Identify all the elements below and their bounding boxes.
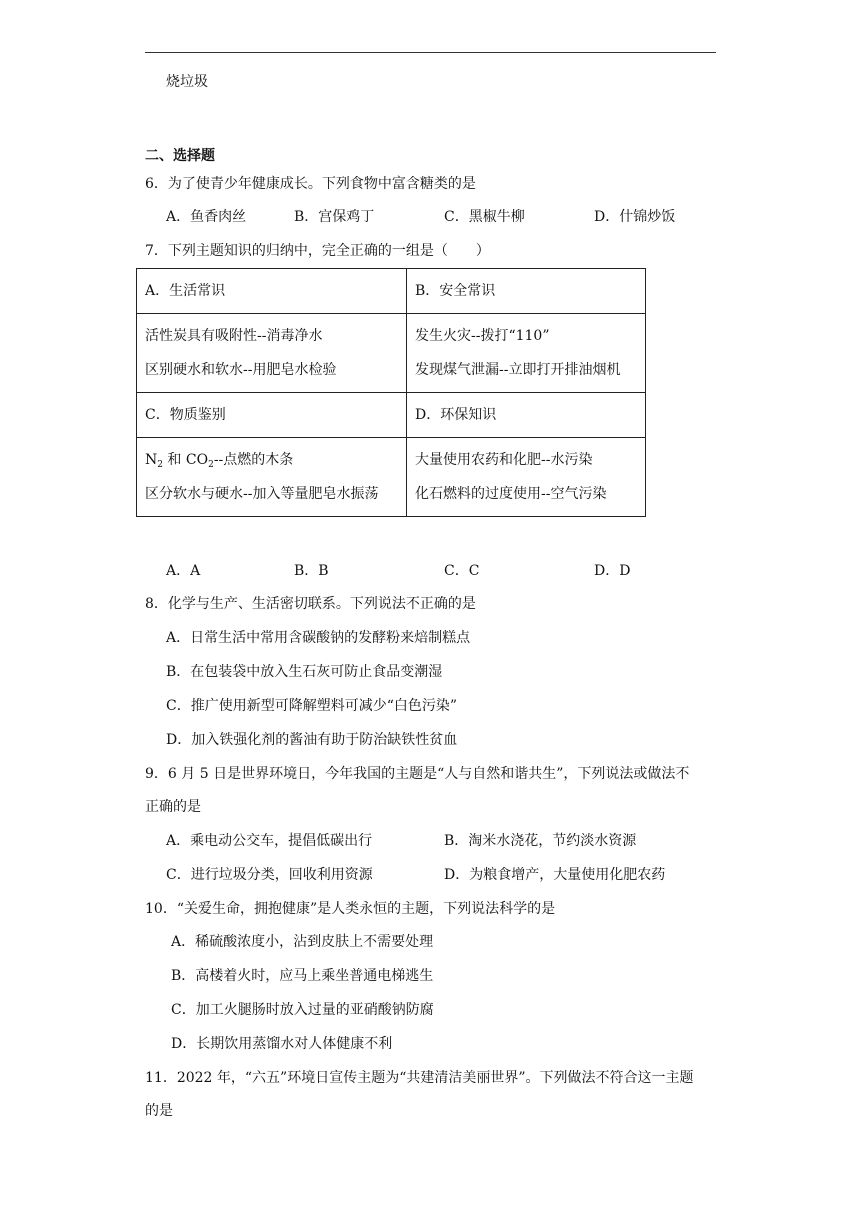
cell-a-heading: A．生活常识 xyxy=(137,269,407,314)
cell-line: 大量使用农药和化肥--水污染 xyxy=(415,452,593,468)
previous-page-tail-text: 烧垃圾 xyxy=(166,74,208,90)
question-7-stem: 7．下列主题知识的归纳中，完全正确的一组是（ ） xyxy=(145,243,490,259)
cell-line-formula xyxy=(145,443,398,477)
question-11-stem-line-1: 11．2022 年，“六五”环境日宣传主题为“共建清洁美丽世界”。下列做法不符合这一主题 xyxy=(145,1070,694,1086)
q9-option-d: D．为粮食增产，大量使用化肥农药 xyxy=(444,867,666,883)
q8-option-b: B．在包装袋中放入生石灰可防止食品变潮湿 xyxy=(166,664,443,680)
question-9-stem-line-1: 9．6 月 5 日是世界环境日，今年我国的主题是“人与自然和谐共生”，下列说法或做法不 xyxy=(145,766,690,782)
table-row xyxy=(137,314,646,393)
q10-option-a: A．稀硫酸浓度小，沾到皮肤上不需要处理 xyxy=(171,934,434,950)
q10-option-b: B．高楼着火时，应马上乘坐普通电梯逃生 xyxy=(171,968,434,984)
q8-option-d: D．加入铁强化剂的酱油有助于防治缺铁性贫血 xyxy=(166,732,458,748)
q6-option-b: B．宫保鸡丁 xyxy=(294,209,375,225)
formula-co-subscript: 2 xyxy=(208,460,214,470)
q8-option-c: C．推广使用新型可降解塑料可减少“白色污染” xyxy=(166,698,458,714)
formula-n-subscript: 2 xyxy=(157,460,163,470)
cell-line: 区分软水与硬水--加入等量肥皂水振荡 xyxy=(145,486,379,502)
question-6-stem: 6．为了使青少年健康成长。下列食物中富含糖类的是 xyxy=(145,176,476,192)
q9-option-c: C．进行垃圾分类，回收利用资源 xyxy=(166,867,373,883)
q6-option-d: D．什锦炒饭 xyxy=(594,209,676,225)
formula-rest: --点燃的木条 xyxy=(213,452,294,468)
question-8-stem: 8．化学与生产、生活密切联系。下列说法不正确的是 xyxy=(145,596,476,612)
header-rule xyxy=(145,52,716,53)
cell-d-content xyxy=(407,438,646,517)
q9-option-b: B．淘米水浇花，节约淡水资源 xyxy=(444,833,637,849)
table-row xyxy=(137,269,646,314)
cell-line: 活性炭具有吸附性--消毒净水 xyxy=(145,328,323,344)
cell-c-content xyxy=(137,438,407,517)
q7-option-b: B．B xyxy=(294,563,329,579)
question-9-stem-line-2: 正确的是 xyxy=(145,799,201,815)
q8-option-a: A．日常生活中常用含碳酸钠的发酵粉来焙制糕点 xyxy=(166,630,471,646)
question-11-stem-line-2: 的是 xyxy=(145,1103,173,1119)
q7-option-c: C．C xyxy=(444,563,480,579)
cell-line: 区别硬水和软水--用肥皂水检验 xyxy=(145,362,337,378)
cell-a-content xyxy=(137,314,407,393)
q6-option-a: A．鱼香肉丝 xyxy=(166,209,247,225)
q10-option-d: D．长期饮用蒸馏水对人体健康不利 xyxy=(171,1036,393,1052)
cell-d-heading: D．环保知识 xyxy=(407,393,646,438)
cell-line: 化石燃料的过度使用--空气污染 xyxy=(415,486,607,502)
cell-line: 发生火灾--拨打“110” xyxy=(415,328,550,344)
cell-line: 发现煤气泄漏--立即打开排油烟机 xyxy=(415,362,621,378)
q10-option-c: C．加工火腿肠时放入过量的亚硝酸钠防腐 xyxy=(171,1002,434,1018)
cell-b-heading: B．安全常识 xyxy=(407,269,646,314)
q9-option-a: A．乘电动公交车，提倡低碳出行 xyxy=(166,833,373,849)
table-row xyxy=(137,393,646,438)
table-row xyxy=(137,438,646,517)
cell-b-content xyxy=(407,314,646,393)
q7-option-a: A．A xyxy=(166,563,201,579)
q6-option-c: C．黑椒牛柳 xyxy=(444,209,525,225)
formula-mid: 和 CO xyxy=(162,452,209,468)
cell-c-heading: C．物质鉴别 xyxy=(137,393,407,438)
formula-n: N xyxy=(145,452,158,468)
question-10-stem: 10．“关爱生命，拥抱健康”是人类永恒的主题，下列说法科学的是 xyxy=(145,901,556,917)
q7-option-d: D．D xyxy=(594,563,631,579)
knowledge-summary-table xyxy=(136,268,646,517)
section-title: 二、选择题 xyxy=(145,148,215,164)
